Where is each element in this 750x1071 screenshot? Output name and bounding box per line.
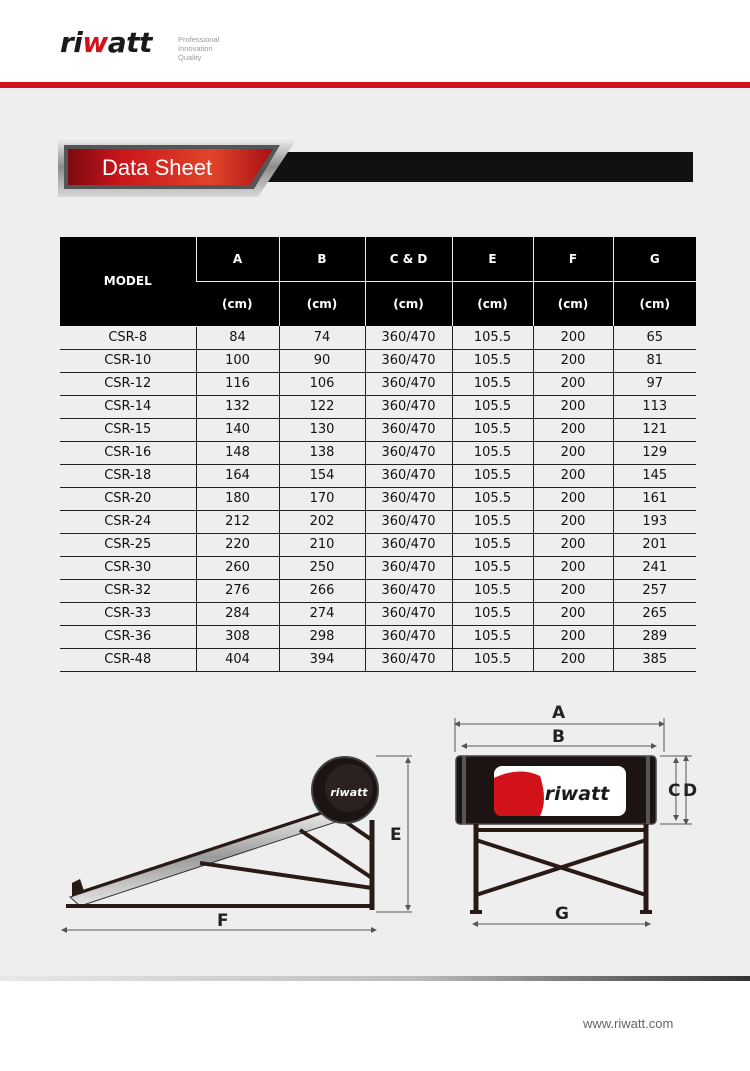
value-cell: 265	[613, 602, 696, 625]
dimension-g	[473, 904, 650, 924]
value-cell: 212	[196, 510, 279, 533]
model-cell: CSR-20	[60, 487, 196, 510]
value-cell: 360/470	[365, 602, 452, 625]
value-cell: 129	[613, 441, 696, 464]
value-cell: 105.5	[452, 349, 533, 372]
table-row	[60, 556, 696, 579]
value-cell: 200	[533, 510, 613, 533]
value-cell: 90	[279, 349, 365, 372]
value-cell: 200	[533, 349, 613, 372]
unit-cell: (cm)	[613, 282, 696, 327]
header-model: MODEL	[60, 237, 196, 326]
value-cell: 121	[613, 418, 696, 441]
value-cell: 360/470	[365, 510, 452, 533]
value-cell: 105.5	[452, 395, 533, 418]
value-cell: 360/470	[365, 579, 452, 602]
footer-rule	[0, 976, 750, 981]
value-cell: 154	[279, 464, 365, 487]
value-cell: 132	[196, 395, 279, 418]
model-cell: CSR-36	[60, 625, 196, 648]
value-cell: 105.5	[452, 579, 533, 602]
value-cell: 105.5	[452, 326, 533, 349]
unit-cell: (cm)	[196, 282, 279, 327]
value-cell: 148	[196, 441, 279, 464]
table-row	[60, 395, 696, 418]
tank-logo-text: riwatt	[330, 786, 368, 799]
value-cell: 97	[613, 372, 696, 395]
value-cell: 360/470	[365, 441, 452, 464]
table-row	[60, 441, 696, 464]
label-d: D	[683, 781, 698, 801]
value-cell: 105.5	[452, 602, 533, 625]
value-cell: 145	[613, 464, 696, 487]
unit-cell: (cm)	[452, 282, 533, 327]
value-cell: 360/470	[365, 487, 452, 510]
value-cell: 274	[279, 602, 365, 625]
value-cell: 289	[613, 625, 696, 648]
front-logo-text: riwatt	[544, 783, 610, 805]
value-cell: 106	[279, 372, 365, 395]
label-b: B	[552, 727, 565, 747]
model-cell: CSR-18	[60, 464, 196, 487]
table-row	[60, 372, 696, 395]
value-cell: 360/470	[365, 372, 452, 395]
tagline-line: Quality	[178, 53, 202, 62]
value-cell: 260	[196, 556, 279, 579]
value-cell: 360/470	[365, 326, 452, 349]
value-cell: 74	[279, 326, 365, 349]
value-cell: 200	[533, 326, 613, 349]
value-cell: 308	[196, 625, 279, 648]
value-cell: 200	[533, 533, 613, 556]
dimension-e	[376, 756, 412, 912]
value-cell: 130	[279, 418, 365, 441]
value-cell: 100	[196, 349, 279, 372]
model-cell: CSR-24	[60, 510, 196, 533]
website-link[interactable]: www.riwatt.com	[583, 1016, 674, 1031]
value-cell: 200	[533, 556, 613, 579]
value-cell: 81	[613, 349, 696, 372]
label-f: F	[217, 911, 229, 931]
dimension-cd	[660, 756, 697, 824]
header-b: B	[279, 237, 365, 282]
value-cell: 105.5	[452, 625, 533, 648]
value-cell: 394	[279, 648, 365, 671]
value-cell: 105.5	[452, 372, 533, 395]
value-cell: 105.5	[452, 533, 533, 556]
value-cell: 105.5	[452, 441, 533, 464]
value-cell: 122	[279, 395, 365, 418]
model-cell: CSR-8	[60, 326, 196, 349]
header-g: G	[613, 237, 696, 282]
label-c: C	[668, 781, 681, 801]
value-cell: 105.5	[452, 510, 533, 533]
value-cell: 200	[533, 602, 613, 625]
value-cell: 257	[613, 579, 696, 602]
value-cell: 105.5	[452, 648, 533, 671]
value-cell: 241	[613, 556, 696, 579]
value-cell: 65	[613, 326, 696, 349]
model-cell: CSR-30	[60, 556, 196, 579]
value-cell: 200	[533, 579, 613, 602]
value-cell: 200	[533, 648, 613, 671]
value-cell: 200	[533, 395, 613, 418]
side-view-heater	[66, 757, 378, 910]
unit-cell: (cm)	[365, 282, 452, 327]
brand-tagline	[178, 35, 219, 62]
table-row	[60, 326, 696, 349]
model-cell: CSR-16	[60, 441, 196, 464]
dimension-f	[62, 911, 376, 931]
value-cell: 266	[279, 579, 365, 602]
header-e: E	[452, 237, 533, 282]
table-row	[60, 487, 696, 510]
riwatt-logo: riwatt	[60, 26, 152, 59]
table-row	[60, 648, 696, 671]
value-cell: 360/470	[365, 533, 452, 556]
value-cell: 360/470	[365, 349, 452, 372]
table-row	[60, 625, 696, 648]
dimension-diagrams	[0, 690, 750, 950]
value-cell: 180	[196, 487, 279, 510]
table-row	[60, 579, 696, 602]
value-cell: 138	[279, 441, 365, 464]
tagline-line: Professional	[178, 35, 220, 44]
table-row	[60, 602, 696, 625]
label-a: A	[552, 703, 566, 723]
unit-cell: (cm)	[533, 282, 613, 327]
value-cell: 105.5	[452, 464, 533, 487]
value-cell: 202	[279, 510, 365, 533]
model-cell: CSR-32	[60, 579, 196, 602]
header-cd: C & D	[365, 237, 452, 282]
value-cell: 360/470	[365, 395, 452, 418]
model-cell: CSR-10	[60, 349, 196, 372]
table-row	[60, 349, 696, 372]
header-f: F	[533, 237, 613, 282]
model-cell: CSR-14	[60, 395, 196, 418]
value-cell: 276	[196, 579, 279, 602]
model-cell: CSR-33	[60, 602, 196, 625]
table-header-row	[60, 237, 696, 282]
value-cell: 360/470	[365, 556, 452, 579]
value-cell: 200	[533, 372, 613, 395]
table-row	[60, 533, 696, 556]
value-cell: 140	[196, 418, 279, 441]
value-cell: 200	[533, 625, 613, 648]
table-row	[60, 464, 696, 487]
header-red-rule	[0, 82, 750, 88]
model-cell: CSR-12	[60, 372, 196, 395]
value-cell: 201	[613, 533, 696, 556]
value-cell: 360/470	[365, 464, 452, 487]
value-cell: 360/470	[365, 648, 452, 671]
unit-cell: (cm)	[279, 282, 365, 327]
front-view-heater	[456, 756, 656, 912]
value-cell: 105.5	[452, 487, 533, 510]
spec-table	[60, 237, 696, 672]
value-cell: 164	[196, 464, 279, 487]
table-row	[60, 418, 696, 441]
tagline-line: Innovation	[178, 44, 213, 53]
value-cell: 170	[279, 487, 365, 510]
value-cell: 113	[613, 395, 696, 418]
value-cell: 298	[279, 625, 365, 648]
value-cell: 84	[196, 326, 279, 349]
value-cell: 200	[533, 464, 613, 487]
value-cell: 105.5	[452, 418, 533, 441]
value-cell: 250	[279, 556, 365, 579]
value-cell: 360/470	[365, 625, 452, 648]
table-body	[60, 326, 696, 671]
value-cell: 210	[279, 533, 365, 556]
value-cell: 200	[533, 441, 613, 464]
value-cell: 116	[196, 372, 279, 395]
dimension-b	[462, 727, 656, 747]
value-cell: 385	[613, 648, 696, 671]
value-cell: 200	[533, 487, 613, 510]
banner-title: Data Sheet	[102, 155, 213, 180]
value-cell: 360/470	[365, 418, 452, 441]
value-cell: 200	[533, 418, 613, 441]
value-cell: 161	[613, 487, 696, 510]
value-cell: 105.5	[452, 556, 533, 579]
value-cell: 220	[196, 533, 279, 556]
model-cell: CSR-15	[60, 418, 196, 441]
model-cell: CSR-25	[60, 533, 196, 556]
value-cell: 193	[613, 510, 696, 533]
label-e: E	[390, 825, 402, 845]
header-a: A	[196, 237, 279, 282]
label-g: G	[555, 904, 569, 924]
value-cell: 404	[196, 648, 279, 671]
model-cell: CSR-48	[60, 648, 196, 671]
table-row	[60, 510, 696, 533]
value-cell: 284	[196, 602, 279, 625]
